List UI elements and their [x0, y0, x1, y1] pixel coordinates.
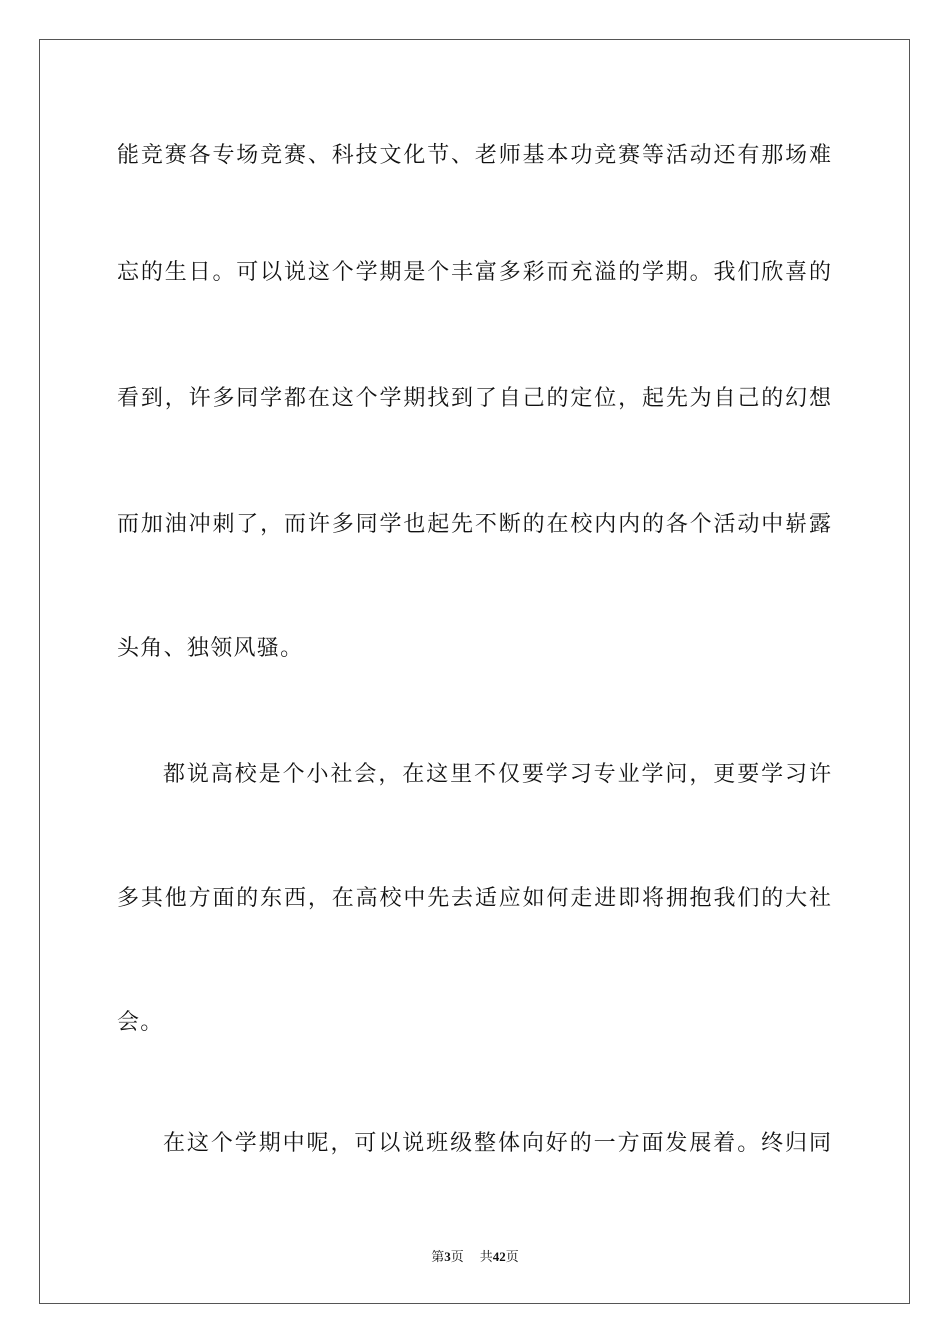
- page-footer: [0, 1246, 950, 1265]
- text-line: 在这个学期中呢，可以说班级整体向好的一方面发展着。终归同: [163, 1131, 831, 1156]
- text-line: 能竞赛各专场竞赛、科技文化节、老师基本功竞赛等活动还有那场难: [117, 143, 831, 168]
- text-line: 多其他方面的东西，在高校中先去适应如何走进即将拥抱我们的大社: [117, 886, 831, 911]
- text-line: 看到，许多同学都在这个学期找到了自己的定位，起先为自己的幻想: [117, 386, 831, 411]
- text-line: 而加油冲刺了，而许多同学也起先不断的在校内内的各个活动中崭露: [117, 512, 831, 537]
- page-border: [39, 39, 910, 1304]
- text-line: 都说高校是个小社会，在这里不仅要学习专业学问，更要学习许: [163, 762, 831, 787]
- total-prefix: 共: [479, 1249, 493, 1264]
- total-pages: 42: [492, 1249, 506, 1264]
- page-suffix: 页: [450, 1249, 464, 1264]
- total-suffix: 页: [505, 1249, 519, 1264]
- text-line: 会。: [117, 1010, 164, 1035]
- page-number: 3: [444, 1249, 451, 1264]
- text-line: 头角、独领风骚。: [117, 636, 304, 661]
- text-line: 忘的生日。可以说这个学期是个丰富多彩而充溢的学期。我们欣喜的: [117, 260, 831, 285]
- page-prefix: 第: [431, 1249, 445, 1264]
